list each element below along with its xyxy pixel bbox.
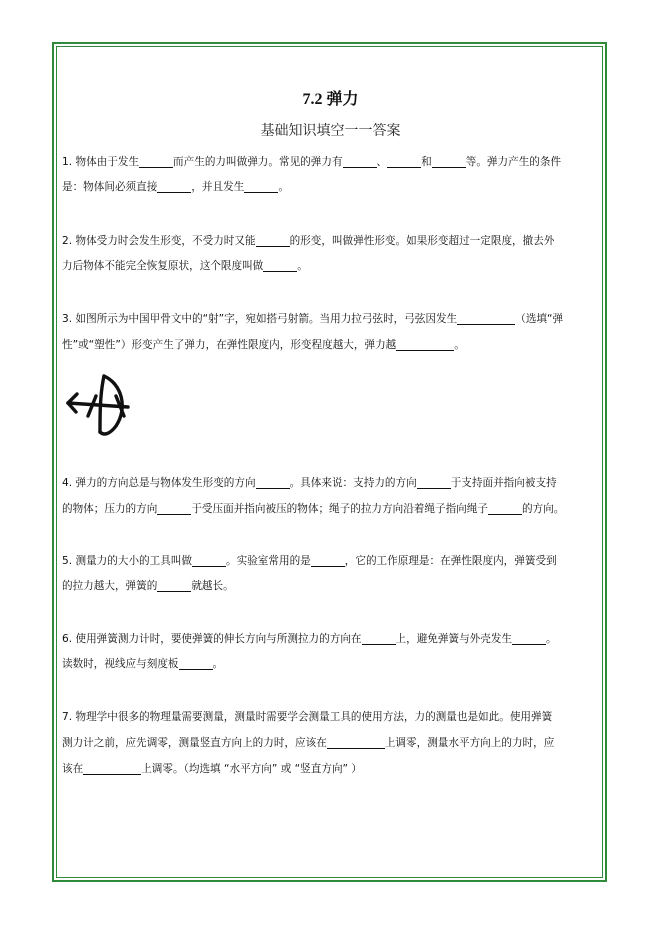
question-7-line-3: 该在 上调零。（均选填 “水平方向” 或 “竖直方向” ） xyxy=(62,763,362,775)
question-1-line-1: 1. 物体由于发生 而产生的力叫做弹力。常见的弹力有 、 和 等。弹力产生的条件 xyxy=(62,156,562,168)
answer-blank xyxy=(263,258,297,272)
answer-blank xyxy=(512,631,546,645)
question-4-line-1: 4. 弹力的方向总是与物体发生形变的方向 。具体来说：支持力的方向 于支持面并指向被支持 xyxy=(62,477,557,489)
answer-blank xyxy=(457,311,515,325)
question-5-line-1: 5. 测量力的大小的工具叫做 。实验室常用的是 ，它的工作原理是：在弹性限度内，弹簧受到 xyxy=(62,555,557,567)
answer-blank xyxy=(311,553,345,567)
question-1-line-2: 是：物体间必须直接 ，并且发生 。 xyxy=(62,181,289,193)
answer-blank xyxy=(244,179,278,193)
answer-blank xyxy=(256,233,290,247)
question-2-line-1: 2. 物体受力时会发生形变，不受力时又能 的形变，叫做弹性形变。如果形变超过一定限度，撤去外 xyxy=(62,235,555,247)
answer-blank xyxy=(256,475,290,489)
answer-blank xyxy=(157,501,191,515)
question-3-line-1: 3. 如图所示为中国甲骨文中的“射”字，宛如搭弓射箭。当用力拉弓弦时，弓弦因发生 （选填“弹 xyxy=(62,313,564,325)
question-7-line-1: 7. 物理学中很多的物理量需要测量，测量时需要学会测量工具的使用方法，力的测量也是如此。使用弹簧 xyxy=(62,711,553,723)
question-7-line-2: 测力计之前，应先调零，测量竖直方向上的力时，应该在 上调零，测量水平方向上的力时，应 xyxy=(62,737,555,749)
answer-blank xyxy=(139,154,173,168)
answer-blank xyxy=(417,475,451,489)
answer-blank xyxy=(157,578,191,592)
question-4-line-2: 的物体；压力的方向 于受压面并指向被压的物体；绳子的拉力方向沿着绳子指向绳子 的方向。 xyxy=(62,503,565,515)
page-title: 7.2 弹力 xyxy=(302,91,359,108)
answer-blank xyxy=(157,179,191,193)
answer-blank xyxy=(327,735,385,749)
page-subtitle: 基础知识填空一一答案 xyxy=(260,123,401,139)
answer-blank xyxy=(343,154,377,168)
question-2-line-2: 力后物体不能完全恢复原状，这个限度叫做 。 xyxy=(62,260,308,272)
answer-blank xyxy=(488,501,522,515)
answer-blank xyxy=(179,656,213,670)
answer-blank xyxy=(192,553,226,567)
answer-blank xyxy=(432,154,466,168)
question-3-line-2: 性”或“塑性”）形变产生了弹力，在弹性限度内，形变程度越大，弹力越 。 xyxy=(62,339,465,351)
question-5-line-2: 的拉力越大，弹簧的 就越长。 xyxy=(62,580,234,592)
answer-blank xyxy=(83,761,141,775)
answer-blank xyxy=(396,337,454,351)
oracle-bone-shoot-character-icon xyxy=(64,372,132,438)
answer-blank xyxy=(387,154,421,168)
question-6-line-1: 6. 使用弹簧测力计时，要使弹簧的伸长方向与所测拉力的方向在 上，避免弹簧与外壳发生 。 xyxy=(62,633,557,645)
answer-blank xyxy=(362,631,396,645)
question-6-line-2: 读数时，视线应与刻度板 。 xyxy=(62,658,224,670)
